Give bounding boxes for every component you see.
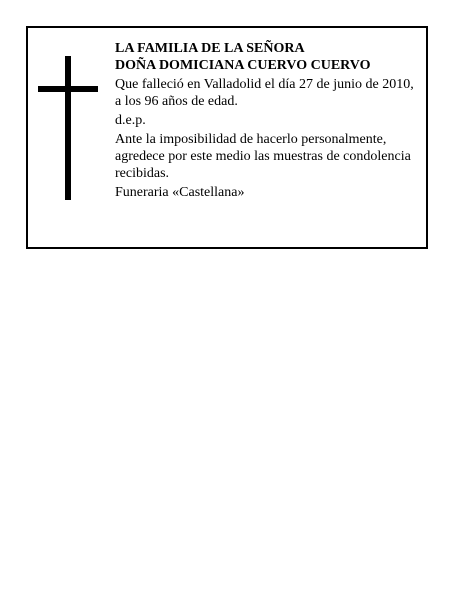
cross-vertical-bar [65, 56, 71, 200]
cross-icon [38, 56, 98, 200]
notice-heading-line1: LA FAMILIA DE LA SEÑORA [115, 41, 305, 56]
death-announcement: Que falleció en Valladolid el día 27 de junio de 2010, a los 96 años de edad. [115, 77, 414, 109]
cross-horizontal-bar [38, 86, 98, 92]
notice-text [115, 40, 419, 203]
obituary-notice [26, 26, 428, 249]
thanks-text: Ante la imposibilidad de hacerlo personalmente, agredece por este medio las muestras de condolencia recibidas. [115, 132, 411, 181]
rip-text: d.e.p. [115, 113, 146, 128]
notice-heading-line2: DOÑA DOMICIANA CUERVO CUERVO [115, 58, 371, 73]
funeral-home: Funeraria «Castellana» [115, 185, 245, 200]
